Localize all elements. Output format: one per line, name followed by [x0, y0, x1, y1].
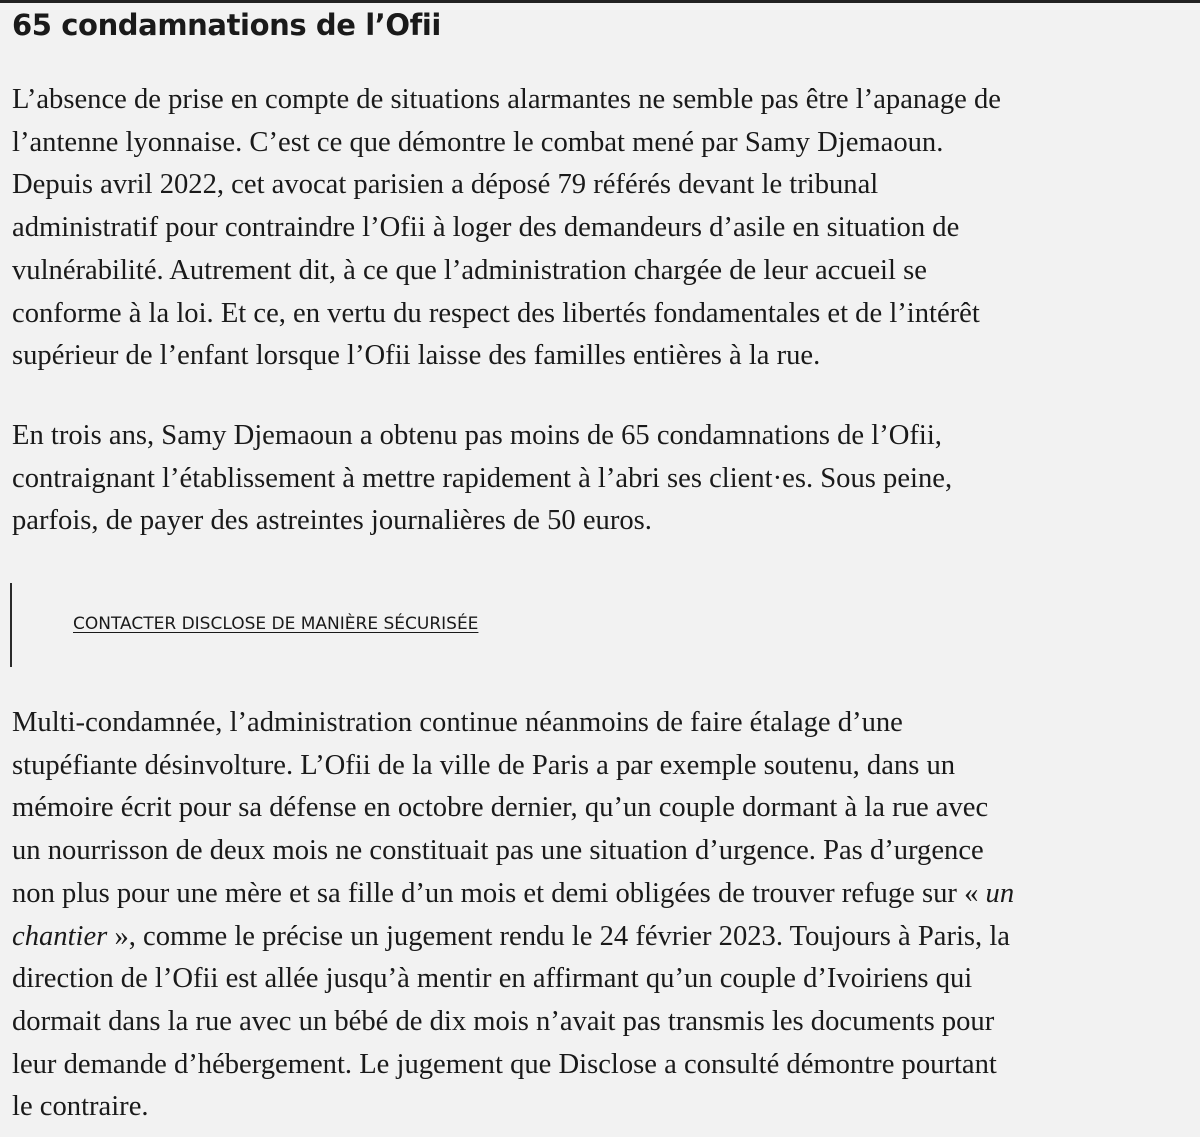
- paragraph-2: En trois ans, Samy Djemaoun a obtenu pas moins de 65 condamnations de l’Ofii, contraignant l’établissement à mettre rapidement à l’abri ses client·es. Sous peine, parfois, de payer des astreintes journalières de 50 euros.: [12, 420, 953, 537]
- callout-left-border: [10, 583, 12, 667]
- paragraph-3-quote: un chantier: [12, 877, 1015, 952]
- paragraph-1: L’absence de prise en compte de situations alarmantes ne semble pas être l’apanage de l’antenne lyonnaise. C’est ce que démontre le combat mené par Samy Djemaoun. Depuis avril 2022, cet avocat parisien a déposé 79 référés devant le tribunal administratif pour contraindre l’Ofii à loger des demandeurs d’asile en situation de vulnérabilité. Autrement dit, à ce que l’administration chargée de leur accueil se conforme à la loi. Et ce, en vertu du respect des libertés fondamentales et de l’intérêt supérieur de l’enfant lorsque l’Ofii laisse des familles entières à la rue.: [12, 84, 1001, 372]
- secure-contact-callout: [10, 583, 910, 667]
- paragraph-3-text-after: », comme le précise un jugement rendu le 24 février 2023. Toujours à Paris, la direction de l’Ofii est allée jusqu’à mentir en affirmant qu’un couple d’Ivoiriens qui dormait dans la rue avec un bébé de dix mois n’avait pas transmis les documents pour leur demande d’hébergement. Le jugement que Disclose a consulté démontre pourtant le contraire.: [12, 920, 1010, 1123]
- top-divider: [0, 0, 1200, 3]
- section-heading: 65 condamnations de l’Ofii: [12, 8, 441, 42]
- paragraph-3-text-before: Multi-condamnée, l’administration continue néanmoins de faire étalage d’une stupéfiante désinvolture. L’Ofii de la ville de Paris a par exemple soutenu, dans un mémoire écrit pour sa défense en octobre dernier, qu’un couple dormant à la rue avec un nourrisson de deux mois ne constituait pas une situation d’urgence. Pas d’urgence non plus pour une mère et sa fille d’un mois et demi obligées de trouver refuge sur «: [12, 707, 989, 909]
- paragraph-3: [12, 702, 1014, 1129]
- secure-contact-link[interactable]: CONTACTER DISCLOSE DE MANIÈRE SÉCURISÉE: [73, 614, 479, 634]
